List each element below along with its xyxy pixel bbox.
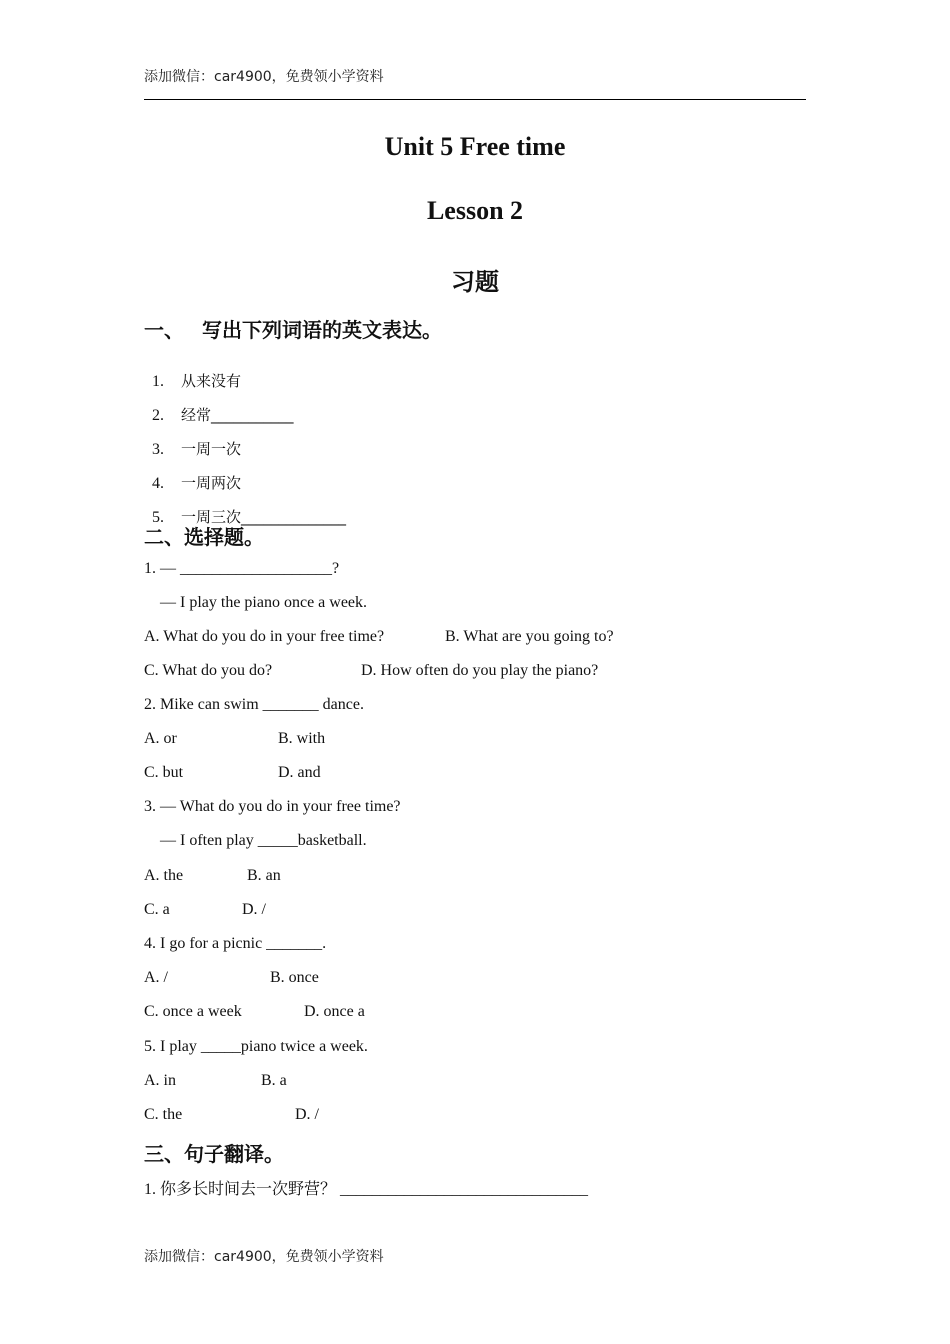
q4-option-b: B. once	[270, 969, 319, 986]
section2-heading: 二、选择题。	[144, 525, 264, 549]
q3-option-d: D. /	[242, 901, 266, 918]
s1-item-text: 一周三次______________	[181, 508, 347, 526]
q1-option-c: C. What do you do?	[144, 662, 273, 679]
q1-option-b: B. What are you going to?	[445, 628, 614, 645]
s1-item-num: 1.	[152, 373, 164, 390]
exercise-label: 习题	[451, 268, 499, 296]
q5-stem: 5. I play _____piano twice a week.	[144, 1038, 368, 1055]
section1-heading: 写出下列词语的英文表达。	[202, 318, 442, 342]
q1-option-a: A. What do you do in your free time?	[144, 628, 385, 645]
header-divider	[144, 99, 806, 100]
q5-option-c: C. the	[144, 1106, 183, 1123]
q4-option-d: D. once a	[304, 1003, 365, 1020]
s1-item-num: 3.	[152, 441, 164, 458]
footer-note: 添加微信：car4900，免费领小学资料	[144, 1249, 384, 1265]
s1-item-text: 经常___________	[181, 406, 294, 424]
q3-stem: 3. — What do you do in your free time?	[144, 798, 401, 815]
q5-option-d: D. /	[295, 1106, 319, 1123]
q1-answer-line: — I play the piano once a week.	[160, 594, 368, 611]
section1-number: 一、	[144, 318, 184, 342]
q1-stem: 1. — ___________________?	[144, 560, 340, 577]
s1-item-num: 5.	[152, 509, 164, 526]
q3-option-a: A. the	[144, 867, 184, 884]
s1-item-num: 2.	[152, 407, 164, 424]
s1-item-text: 从来没有	[181, 372, 242, 390]
lesson-title: Lesson 2	[426, 196, 524, 225]
q2-option-d: D. and	[278, 764, 321, 781]
q2-option-a: A. or	[144, 730, 177, 747]
q4-stem: 4. I go for a picnic _______.	[144, 935, 327, 952]
q3-option-b: B. an	[247, 867, 281, 884]
q1-option-d: D. How often do you play the piano?	[361, 662, 599, 679]
s1-item-text: 一周一次	[181, 440, 242, 458]
s1-item-text: 一周两次	[181, 474, 242, 492]
q3-answer-line: — I often play _____basketball.	[160, 832, 367, 849]
q4-option-c: C. once a week	[144, 1003, 242, 1020]
header-note: 添加微信：car4900，免费领小学资料	[144, 69, 384, 85]
q3-option-c: C. a	[144, 901, 170, 918]
s1-item-num: 4.	[152, 475, 164, 492]
s3-item-1: 1. 你多长时间去一次野营？ _______________________________	[144, 1181, 589, 1198]
q2-option-c: C. but	[144, 764, 184, 781]
q2-option-b: B. with	[278, 730, 326, 747]
q5-option-b: B. a	[261, 1072, 287, 1089]
page-title: Unit 5 Free time	[384, 132, 566, 161]
q5-option-a: A. in	[144, 1072, 176, 1089]
section3-heading: 三、句子翻译。	[144, 1142, 284, 1166]
q4-option-a: A. /	[144, 969, 168, 986]
q2-stem: 2. Mike can swim _______ dance.	[144, 696, 364, 713]
